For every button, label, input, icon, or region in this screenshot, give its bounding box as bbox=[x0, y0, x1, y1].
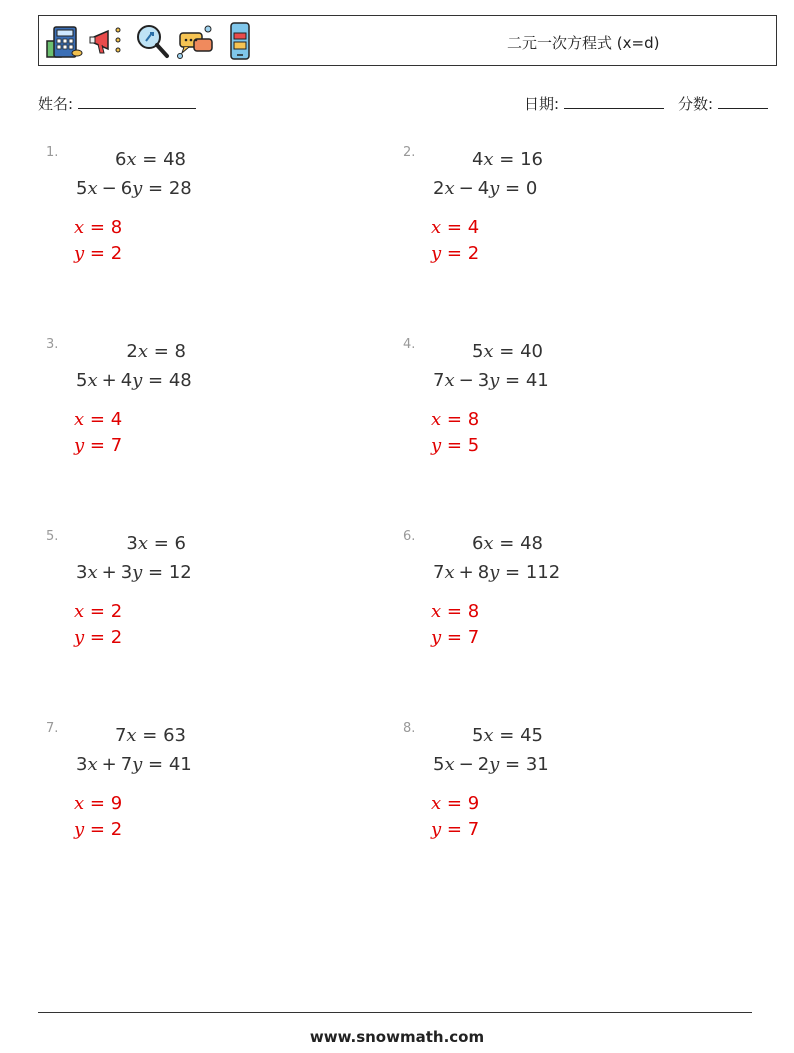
answer-y bbox=[74, 435, 122, 456]
coef-y: 3 bbox=[477, 370, 490, 391]
equals-sign: = bbox=[493, 533, 521, 554]
problem-number: 7. bbox=[46, 721, 59, 736]
equals-sign: = bbox=[84, 243, 111, 264]
coef-x: 5 bbox=[76, 178, 88, 199]
var-x: x bbox=[431, 409, 442, 430]
rhs-value: 31 bbox=[525, 754, 549, 775]
coef-x: 5 bbox=[471, 725, 484, 746]
answer-x bbox=[74, 217, 122, 238]
rhs-value: 28 bbox=[168, 178, 192, 199]
var-x: x bbox=[483, 533, 494, 554]
answer-y-value: 5 bbox=[467, 435, 480, 456]
answer-x-value: 8 bbox=[467, 409, 480, 430]
equals-sign: = bbox=[142, 178, 169, 199]
var-y: y bbox=[489, 178, 500, 199]
equals-sign: = bbox=[84, 793, 111, 814]
problem-7 bbox=[46, 721, 386, 911]
equals-sign: = bbox=[84, 217, 111, 238]
coef-y: 3 bbox=[120, 562, 133, 583]
var-x: x bbox=[87, 178, 98, 199]
rhs-value: 45 bbox=[520, 725, 543, 746]
score-label: 分数: bbox=[678, 95, 714, 113]
coef-x: 3 bbox=[76, 562, 88, 583]
name-field bbox=[38, 93, 196, 114]
equals-sign: = bbox=[84, 409, 111, 430]
answer-y bbox=[431, 627, 479, 648]
answer-x bbox=[74, 409, 122, 430]
var-y: y bbox=[431, 435, 442, 456]
problem-number: 6. bbox=[403, 529, 416, 544]
coef-x: 3 bbox=[76, 754, 88, 775]
coef-y: 4 bbox=[477, 178, 490, 199]
equals-sign: = bbox=[499, 370, 526, 391]
problem-number: 1. bbox=[46, 145, 59, 160]
equation-2 bbox=[76, 370, 192, 391]
answer-x-value: 9 bbox=[110, 793, 123, 814]
equals-sign: = bbox=[136, 725, 164, 746]
coef-x: 7 bbox=[114, 725, 127, 746]
answer-x-value: 4 bbox=[110, 409, 123, 430]
coef-x: 3 bbox=[126, 533, 138, 554]
operator: − bbox=[458, 370, 474, 391]
equals-sign: = bbox=[499, 562, 526, 583]
footer-url: www.snowmath.com bbox=[309, 1028, 485, 1046]
problem-8 bbox=[403, 721, 743, 911]
var-x: x bbox=[137, 341, 149, 362]
equation-1 bbox=[115, 725, 186, 746]
operator: − bbox=[458, 754, 474, 775]
equals-sign: = bbox=[142, 370, 169, 391]
var-x: x bbox=[444, 370, 455, 391]
equals-sign: = bbox=[148, 533, 175, 554]
problem-number: 3. bbox=[46, 337, 59, 352]
score-field bbox=[678, 93, 768, 114]
equals-sign: = bbox=[84, 601, 111, 622]
rhs-value: 63 bbox=[163, 725, 186, 746]
var-x: x bbox=[431, 217, 442, 238]
equation-1 bbox=[472, 341, 543, 362]
operator: + bbox=[101, 370, 117, 391]
equation-1 bbox=[126, 341, 186, 362]
equals-sign: = bbox=[441, 435, 468, 456]
var-y: y bbox=[132, 754, 143, 775]
name-label: 姓名: bbox=[38, 95, 74, 113]
equals-sign: = bbox=[493, 149, 521, 170]
var-x: x bbox=[483, 149, 494, 170]
problem-2 bbox=[403, 145, 743, 335]
calculator-money-icon bbox=[44, 21, 84, 61]
problem-number: 8. bbox=[403, 721, 416, 736]
coef-x: 5 bbox=[76, 370, 88, 391]
equals-sign: = bbox=[499, 754, 526, 775]
answer-y bbox=[431, 243, 479, 264]
coef-x: 6 bbox=[471, 533, 484, 554]
rhs-value: 48 bbox=[520, 533, 543, 554]
equals-sign: = bbox=[441, 627, 468, 648]
var-x: x bbox=[137, 533, 149, 554]
answer-y-value: 2 bbox=[467, 243, 480, 264]
problem-number: 4. bbox=[403, 337, 416, 352]
rhs-value: 12 bbox=[168, 562, 192, 583]
date-label: 日期: bbox=[524, 95, 560, 113]
equals-sign: = bbox=[142, 562, 169, 583]
equals-sign: = bbox=[441, 793, 468, 814]
rhs-value: 48 bbox=[163, 149, 186, 170]
operator: + bbox=[101, 562, 117, 583]
equals-sign: = bbox=[493, 725, 521, 746]
chat-bubbles-icon bbox=[176, 21, 216, 61]
answer-y bbox=[74, 819, 122, 840]
answer-y-value: 7 bbox=[110, 435, 123, 456]
answer-y bbox=[431, 819, 479, 840]
equals-sign: = bbox=[136, 149, 164, 170]
rhs-value: 16 bbox=[520, 149, 543, 170]
answer-x bbox=[431, 217, 479, 238]
equation-1 bbox=[126, 533, 186, 554]
name-blank[interactable] bbox=[78, 94, 196, 109]
worksheet-title: 二元一次方程式 (x=d) bbox=[507, 34, 660, 52]
problem-number: 5. bbox=[46, 529, 59, 544]
rhs-value: 112 bbox=[525, 562, 561, 583]
mobile-phone-icon bbox=[220, 21, 260, 61]
equals-sign: = bbox=[148, 341, 175, 362]
var-y: y bbox=[431, 627, 442, 648]
rhs-value: 41 bbox=[168, 754, 192, 775]
header-box bbox=[38, 15, 777, 66]
coef-y: 4 bbox=[120, 370, 133, 391]
equals-sign: = bbox=[441, 217, 468, 238]
answer-x-value: 8 bbox=[467, 601, 480, 622]
equals-sign: = bbox=[441, 409, 468, 430]
var-x: x bbox=[74, 601, 85, 622]
var-x: x bbox=[431, 601, 442, 622]
var-y: y bbox=[489, 562, 500, 583]
coef-x: 2 bbox=[126, 341, 138, 362]
answer-x bbox=[431, 409, 479, 430]
equation-1 bbox=[115, 149, 186, 170]
rhs-value: 6 bbox=[174, 533, 186, 554]
footer-divider bbox=[38, 1012, 752, 1013]
var-y: y bbox=[74, 627, 85, 648]
problem-3 bbox=[46, 337, 386, 527]
coef-x: 4 bbox=[471, 149, 484, 170]
equation-2 bbox=[433, 754, 549, 775]
equals-sign: = bbox=[441, 243, 468, 264]
rhs-value: 0 bbox=[525, 178, 538, 199]
equation-2 bbox=[76, 754, 192, 775]
var-y: y bbox=[489, 370, 500, 391]
equals-sign: = bbox=[441, 819, 468, 840]
score-blank[interactable] bbox=[718, 94, 768, 109]
equation-2 bbox=[433, 562, 560, 583]
var-x: x bbox=[126, 149, 137, 170]
answer-y bbox=[431, 435, 479, 456]
var-y: y bbox=[74, 435, 85, 456]
answer-y bbox=[74, 627, 122, 648]
var-y: y bbox=[132, 370, 143, 391]
var-y: y bbox=[489, 754, 500, 775]
answer-x bbox=[431, 793, 479, 814]
problem-6 bbox=[403, 529, 743, 719]
operator: + bbox=[458, 562, 474, 583]
answer-x-value: 8 bbox=[110, 217, 123, 238]
var-y: y bbox=[132, 562, 143, 583]
coef-y: 8 bbox=[477, 562, 490, 583]
equals-sign: = bbox=[84, 819, 111, 840]
equation-1 bbox=[472, 725, 543, 746]
var-x: x bbox=[87, 562, 98, 583]
rhs-value: 8 bbox=[174, 341, 186, 362]
operator: + bbox=[101, 754, 117, 775]
equation-2 bbox=[433, 178, 537, 199]
var-x: x bbox=[74, 793, 85, 814]
rhs-value: 48 bbox=[168, 370, 192, 391]
equation-2 bbox=[76, 178, 192, 199]
equation-1 bbox=[472, 149, 543, 170]
rhs-value: 41 bbox=[525, 370, 549, 391]
var-x: x bbox=[483, 725, 494, 746]
answer-y-value: 2 bbox=[110, 819, 123, 840]
answer-x bbox=[74, 793, 122, 814]
coef-x: 2 bbox=[433, 178, 445, 199]
answer-x bbox=[431, 601, 479, 622]
answer-y bbox=[74, 243, 122, 264]
equals-sign: = bbox=[84, 627, 111, 648]
operator: − bbox=[101, 178, 117, 199]
magnifier-icon bbox=[132, 21, 172, 61]
var-y: y bbox=[431, 243, 442, 264]
var-x: x bbox=[444, 178, 455, 199]
equals-sign: = bbox=[493, 341, 521, 362]
answer-x-value: 9 bbox=[467, 793, 480, 814]
equation-2 bbox=[433, 370, 549, 391]
answer-y-value: 2 bbox=[110, 627, 123, 648]
megaphone-icon bbox=[88, 21, 128, 61]
var-x: x bbox=[74, 409, 85, 430]
header-icons bbox=[44, 21, 260, 61]
equals-sign: = bbox=[499, 178, 526, 199]
operator: − bbox=[458, 178, 474, 199]
coef-y: 6 bbox=[120, 178, 133, 199]
var-x: x bbox=[444, 754, 455, 775]
var-x: x bbox=[87, 754, 98, 775]
equals-sign: = bbox=[441, 601, 468, 622]
coef-y: 2 bbox=[477, 754, 490, 775]
equation-2 bbox=[76, 562, 192, 583]
answer-y-value: 2 bbox=[110, 243, 123, 264]
equals-sign: = bbox=[142, 754, 169, 775]
coef-y: 7 bbox=[120, 754, 133, 775]
equation-1 bbox=[472, 533, 543, 554]
var-y: y bbox=[74, 243, 85, 264]
var-y: y bbox=[431, 819, 442, 840]
problem-number: 2. bbox=[403, 145, 416, 160]
coef-x: 5 bbox=[471, 341, 484, 362]
var-x: x bbox=[87, 370, 98, 391]
problem-5 bbox=[46, 529, 386, 719]
answer-x-value: 2 bbox=[110, 601, 123, 622]
var-y: y bbox=[74, 819, 85, 840]
var-x: x bbox=[431, 793, 442, 814]
var-x: x bbox=[126, 725, 137, 746]
answer-x bbox=[74, 601, 122, 622]
date-field bbox=[524, 93, 664, 114]
coef-x: 6 bbox=[114, 149, 127, 170]
date-blank[interactable] bbox=[564, 94, 664, 109]
rhs-value: 40 bbox=[520, 341, 543, 362]
var-y: y bbox=[132, 178, 143, 199]
answer-y-value: 7 bbox=[467, 627, 480, 648]
equals-sign: = bbox=[84, 435, 111, 456]
problem-4 bbox=[403, 337, 743, 527]
var-x: x bbox=[444, 562, 455, 583]
answer-x-value: 4 bbox=[467, 217, 480, 238]
var-x: x bbox=[483, 341, 494, 362]
answer-y-value: 7 bbox=[467, 819, 480, 840]
problem-1 bbox=[46, 145, 386, 335]
coef-x: 5 bbox=[433, 754, 445, 775]
var-x: x bbox=[74, 217, 85, 238]
coef-x: 7 bbox=[433, 370, 445, 391]
coef-x: 7 bbox=[433, 562, 445, 583]
